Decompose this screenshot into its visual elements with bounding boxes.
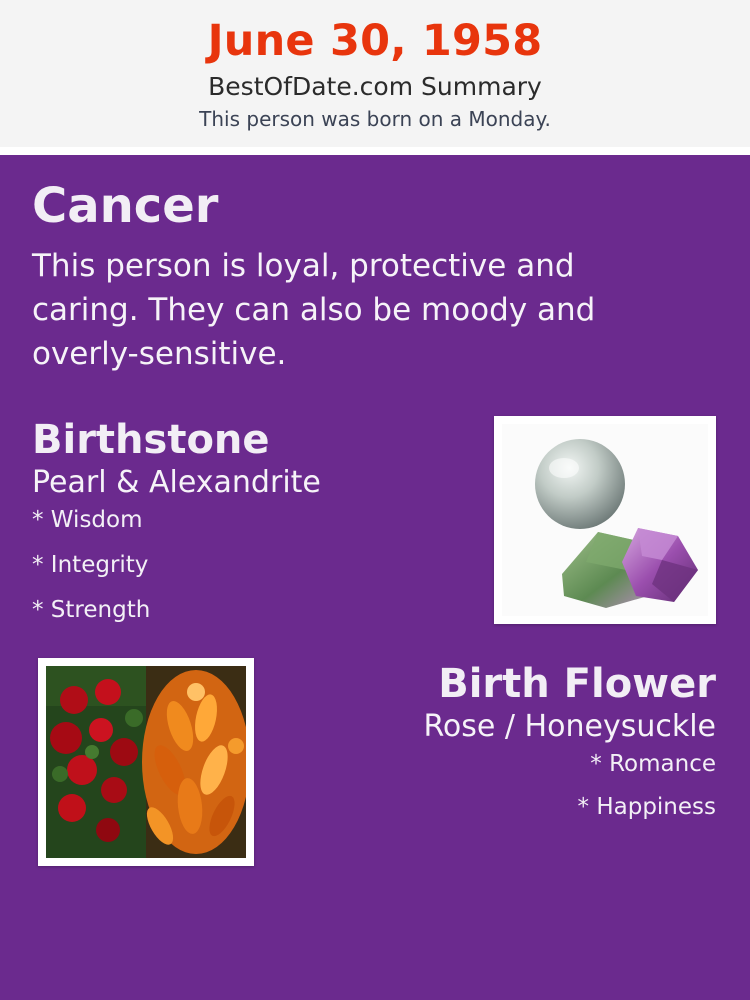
birthstone-trait: * Wisdom <box>32 507 143 534</box>
birthstone-title: Birthstone <box>32 416 270 463</box>
birth-flower-trait: * Happiness <box>577 794 716 821</box>
card-header <box>0 0 750 147</box>
birthstone-trait: * Integrity <box>32 552 149 579</box>
birth-flower-text <box>423 658 718 840</box>
birthstone-image <box>502 424 708 616</box>
birth-flower-trait: * Romance <box>590 751 716 778</box>
birthstone-image-frame <box>494 416 716 624</box>
birth-flower-title: Birth Flower <box>438 660 716 707</box>
birthstone-section <box>32 416 718 624</box>
details-panel <box>0 155 750 1000</box>
birth-flower-image <box>46 666 246 858</box>
birthstone-text <box>32 416 321 623</box>
zodiac-sign-title: Cancer <box>32 178 219 235</box>
birth-flower-names: Rose / Honeysuckle <box>423 708 716 744</box>
weekday-line: This person was born on a Monday. <box>199 107 551 132</box>
birth-flower-section <box>32 658 718 866</box>
birthstone-trait: * Strength <box>32 597 151 624</box>
header-divider <box>0 147 750 155</box>
birth-flower-image-frame <box>38 658 254 866</box>
zodiac-description: This person is loyal, protective and caring. They can also be moody and overly-sensitive. <box>32 247 596 372</box>
site-name: BestOfDate.com Summary <box>208 72 542 102</box>
birthstone-names: Pearl & Alexandrite <box>32 464 321 500</box>
page-title: June 30, 1958 <box>207 16 543 66</box>
